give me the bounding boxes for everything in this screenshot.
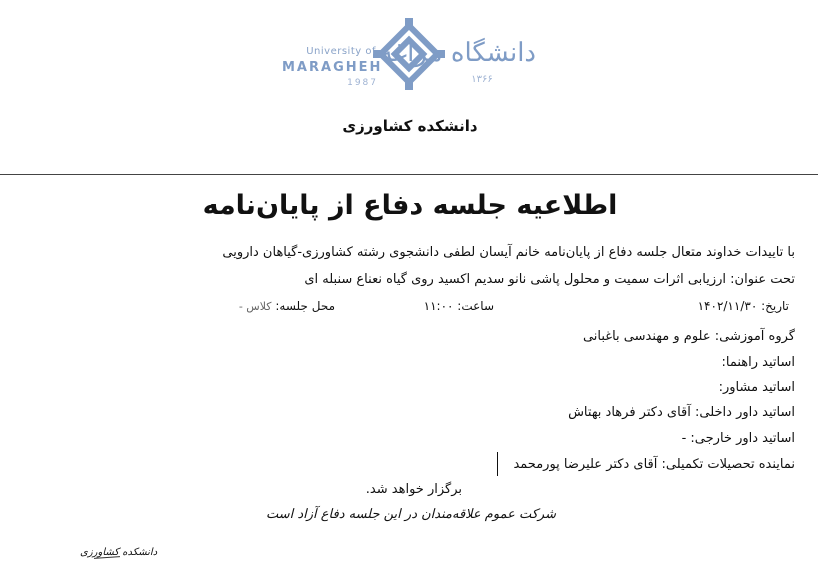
external-examiner: اساتید داور خارجی: - [681, 431, 795, 446]
university-en-line1: University of [306, 46, 376, 57]
department: گروه آموزشی: علوم و مهندسی باغبانی [582, 329, 795, 344]
university-en-name: MARAGHEH [282, 60, 383, 75]
session-date: تاریخ: ۱۴۰۲/۱۱/۳۰ [697, 299, 789, 313]
graduate-representative: نماینده تحصیلات تکمیلی: آقای دکتر علیرضا پورمحمد [513, 457, 795, 472]
advisors: اساتید مشاور: [718, 380, 795, 395]
public-invitation: شرکت عموم علاقه‌مندان در این جلسه دفاع آزاد است [265, 507, 556, 522]
university-fa-year: ۱۳۶۶ [471, 74, 493, 85]
university-fa-name: دانشگاه مراغه [379, 38, 536, 68]
internal-examiner: اساتید داور داخلی: آقای دکتر فرهاد بهتاش [568, 405, 795, 420]
university-en-year: 1987 [347, 78, 378, 88]
supervisors: اساتید راهنما: [721, 355, 795, 370]
session-place-value: کلاس - [238, 300, 272, 313]
notice-intro: با تاییدات خداوند متعال جلسه دفاع از پایان‌نامه خانم آیسان لطفی دانشجوی رشته کشاورزی-گیاهان دارویی [222, 245, 795, 260]
text-cursor [497, 452, 498, 476]
faculty-signature: دانشکده کشاورزی [80, 547, 158, 558]
session-time: ساعت: ۱۱:۰۰ [423, 299, 494, 313]
faculty-name: دانشکده کشاورزی [342, 117, 478, 135]
session-place [239, 299, 335, 319]
notice-title: اطلاعیه جلسه دفاع از پایان‌نامه [202, 190, 618, 221]
held-statement: برگزار خواهد شد. [365, 482, 462, 497]
thesis-title: تحت عنوان: ارزیابی اثرات سمیت و محلول پاشی نانو سدیم اکسید روی گیاه نعناع سنبله ای [304, 272, 795, 287]
session-place-label: محل جلسه: [275, 299, 335, 313]
header-divider [0, 174, 818, 175]
